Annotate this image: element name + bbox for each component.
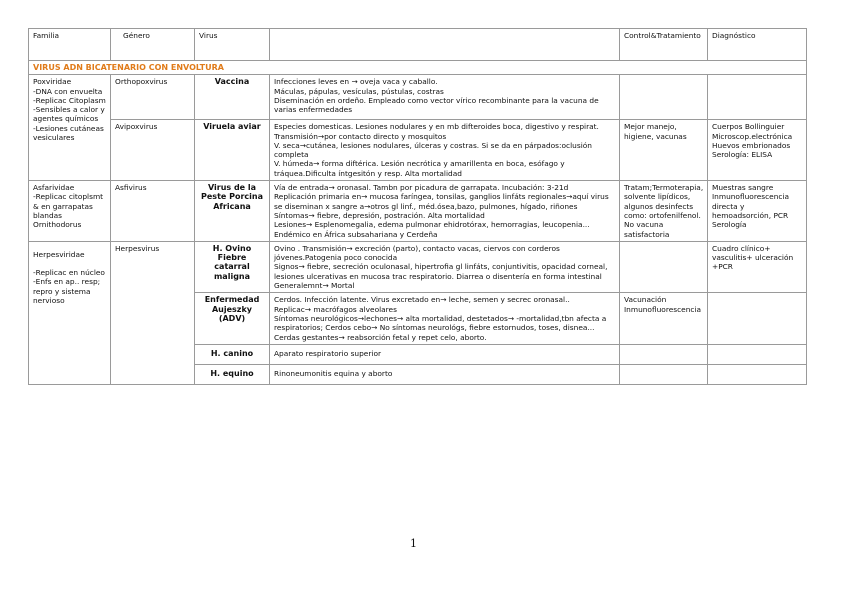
- control-cell: [620, 75, 708, 120]
- desc-cell: [270, 241, 620, 292]
- table-row: [29, 181, 807, 242]
- control-cell: Vacunación Inmunofluorescencia: [620, 293, 708, 344]
- desc-cell: [270, 181, 620, 242]
- genero-cell: Asfivirus: [111, 181, 195, 242]
- virus-line: H. Ovino: [212, 243, 252, 253]
- desc-cell: [270, 293, 620, 344]
- control-cell: Tratam;Termoterapia, solvente lipídicos, algunos desinfects como: ortofenilfenol. No vacuna satisfactoria: [620, 181, 708, 242]
- familia-line: -Replicac citoplsmt & en garrapatas blandas Ornithodorus: [33, 192, 106, 230]
- familia-line: Herpesviridae: [33, 249, 85, 259]
- familia-line: -Enfs en ap.. resp; repro y sistema nervioso: [33, 277, 103, 306]
- desc-line: Cerdos. Infección latente. Virus excretado en→ leche, semen y secrec oronasal..: [274, 295, 570, 305]
- desc-line: Endémico en África subsahariana y Cerdeña: [274, 229, 438, 239]
- desc-line: Diseminación en ordeño. Empleado como vector vírico recombinante para la vacuna de varias enfermedades: [274, 95, 601, 115]
- virus-line: Fiebre catarral maligna: [213, 253, 251, 281]
- section-row: [29, 61, 807, 75]
- section-title: VIRUS ADN BICATENARIO CON ENVOLTURA: [29, 61, 807, 75]
- table-row: [29, 241, 807, 292]
- familia-line: -Replicac en núcleo: [33, 268, 105, 278]
- desc-cell: [270, 75, 620, 120]
- familia-line: Asfarividae: [33, 183, 75, 193]
- genero-cell: Herpesvirus: [111, 241, 195, 384]
- diag-cell: [708, 293, 807, 344]
- header-genero: Género: [111, 29, 195, 61]
- header-diagnostico: Diagnóstico: [708, 29, 807, 61]
- header-blank: [270, 29, 620, 61]
- desc-line: Máculas, pápulas, vesículas, pústulas, costras: [274, 86, 444, 96]
- desc-line: Infecciones leves en → oveja vaca y caballo.: [274, 77, 438, 87]
- diag-line: Serología: [712, 220, 747, 230]
- desc-cell: Rinoneumonitis equina y aborto: [270, 364, 620, 384]
- diag-line: Inmunofluorescencia directa y hemoadsorción, PCR: [712, 192, 792, 220]
- virus-cell: [195, 293, 270, 344]
- virus-table: [28, 28, 807, 385]
- virus-line: Enfermedad Aujeszky: [204, 295, 260, 314]
- desc-line: Síntomas neurológicos→lechones→ alta mortalidad, destetados→ -mortalidad,tbn afecta a respiratorios; Cerdos cebo→ No síntomas neurológs, fiebre estornudos, toses, disnea...: [274, 313, 609, 333]
- table-row: [29, 75, 807, 120]
- desc-line: V. húmeda→ forma diftérica. Lesión necrótica y amarillenta en boca, esófago y tráquea.Dificulta íntgesitón y resp. Alta mortalidad: [274, 159, 568, 178]
- diag-cell: [708, 344, 807, 364]
- control-cell: Mejor manejo, higiene, vacunas: [620, 120, 708, 181]
- desc-line: Ovino . Transmisión→ excreción (parto), contacto vacas, ciervos con corderos jóvenes.Patogenia poco conocida: [274, 243, 563, 263]
- virus-cell: H. equino: [195, 364, 270, 384]
- diag-line: Microscop.electrónica: [712, 131, 793, 141]
- virus-cell: H. canino: [195, 344, 270, 364]
- desc-line: Lesiones→ Esplenomegalia, edema pulmonar ehidrotórax, hemorragias, leucopenia...: [274, 220, 590, 230]
- diag-line: Muestras sangre: [712, 183, 774, 193]
- virus-cell: Vaccina: [195, 75, 270, 120]
- desc-line: Síntomas→ fiebre, depresión, postración. Alta mortalidad: [274, 210, 485, 220]
- familia-asfarviridae: [29, 181, 111, 242]
- familia-line: -Lesiones cutáneas vesiculares: [33, 123, 107, 143]
- diag-cell: [708, 364, 807, 384]
- desc-line: V. seca→cutánea, lesiones nodulares, úlceras y costras. Si se da en párpados:oclusión completa: [274, 140, 595, 160]
- desc-cell: Aparato respiratorio superior: [270, 344, 620, 364]
- desc-line: Generalemnt→ Mortal: [274, 281, 355, 291]
- desc-line: Vía de entrada→ oronasal. Tambn por picadura de garrapata. Incubación: 3-21d: [274, 183, 569, 193]
- genero-cell: Orthopoxvirus: [111, 75, 195, 120]
- familia-line: Poxviridae: [33, 77, 72, 87]
- diag-cell: Cuadro clínico+ vasculitis+ ulceración +PCR: [708, 241, 807, 292]
- familia-line: -Sensibles a calor y agentes químicos: [33, 105, 108, 124]
- desc-cell: [270, 120, 620, 181]
- desc-line: Cerdas gestantes→ reabsorción fetal y repet celo, aborto.: [274, 332, 487, 342]
- genero-cell: Avipoxvirus: [111, 120, 195, 181]
- familia-line: -Replicac Citoplasm: [33, 95, 106, 105]
- diag-line: Huevos embrionados: [712, 140, 791, 150]
- header-row: [29, 29, 807, 61]
- diag-cell: [708, 181, 807, 242]
- virus-cell: Viruela aviar: [195, 120, 270, 181]
- page-number: 1: [410, 537, 417, 550]
- diag-line: Serología: ELISA: [712, 150, 773, 160]
- table-row: [29, 120, 807, 181]
- diag-line: Cuerpos Bollinguier: [712, 122, 785, 132]
- desc-line: Replicac→ macrófagos alveolares: [274, 304, 397, 314]
- header-familia: Familia: [29, 29, 111, 61]
- header-control: Control&Tratamiento: [620, 29, 708, 61]
- control-cell: [620, 344, 708, 364]
- header-virus: Virus: [195, 29, 270, 61]
- desc-line: Replicación primaria en→ mucosa faríngea, tonsilas, ganglios linfáts regionales→aquí virus se diseminan x sangre a→otros gl linf., méd.ósea,bazo, pulmones, hígado, riñones: [274, 192, 612, 211]
- control-cell: [620, 241, 708, 292]
- familia-poxviridae: [29, 75, 111, 181]
- virus-cell: [195, 241, 270, 292]
- familia-herpesviridae: [29, 241, 111, 384]
- control-cell: [620, 364, 708, 384]
- desc-line: Signos→ fiebre, secreción oculonasal, hipertrofia gl linfáts, conjuntivitis, opacidad corneal, lesiones ulcerativas en mucosa trac respiratorio. Diarrea o disentería en forma intestinal: [274, 262, 610, 281]
- diag-cell: [708, 120, 807, 181]
- diag-cell: [708, 75, 807, 120]
- desc-line: Transmisión→por contacto directo y mosquitos: [274, 131, 447, 141]
- familia-line: -DNA con envuelta: [33, 86, 103, 96]
- virus-cell: Virus de la Peste Porcina Africana: [195, 181, 270, 242]
- desc-line: Especies domesticas. Lesiones nodulares y en mb difteroides boca, digestivo y respirat.: [274, 122, 599, 132]
- virus-line: (ADV): [218, 313, 246, 323]
